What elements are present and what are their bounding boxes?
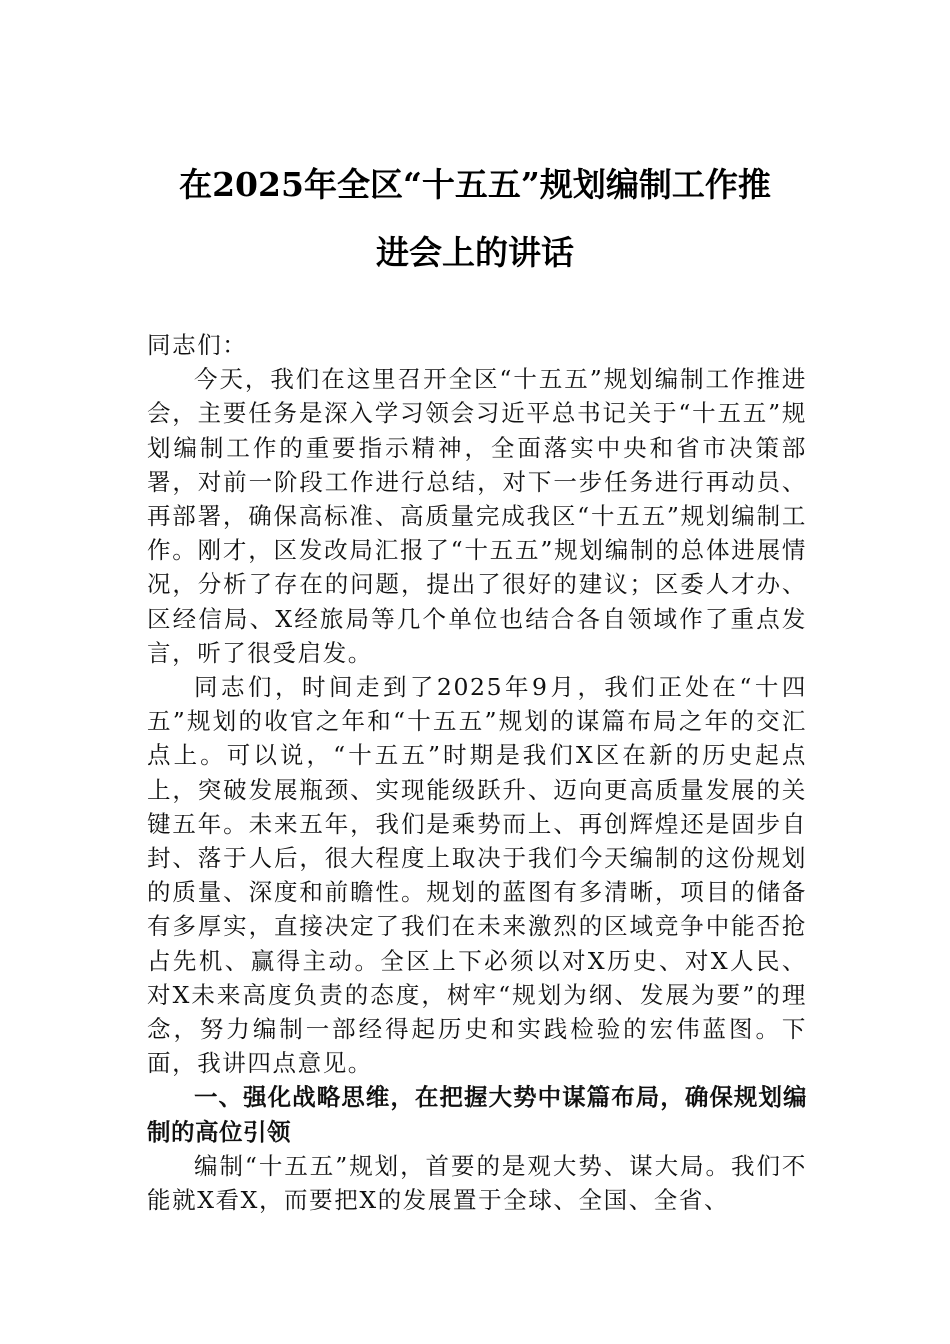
salutation: 同志们： bbox=[147, 331, 248, 359]
document-body bbox=[147, 328, 807, 1217]
paragraph-context: 同志们，时间走到了2025年9月，我们正处在“十四五”规划的收官之年和“十五五”规划的谋篇布局之年的交汇点上。可以说，“十五五”时期是我们X区在新的历史起点上，突破发展瓶颈、实现能级跃升、迈向更高质量发展的关键五年。未来五年，我们是乘势而上、再创辉煌还是固步自封、落于人后，很大程度上取决于我们今天编制的这份规划的质量、深度和前瞻性。规划的蓝图有多清晰，项目的储备有多厚实，直接决定了我们在未来激烈的区域竞争中能否抢占先机、赢得主动。全区上下必须以对X历史、对X人民、对X未来高度负责的态度，树牢“规划为纲、发展为要”的理念，努力编制一部经得起历史和实践检验的宏伟蓝图。下面，我讲四点意见。 bbox=[147, 673, 807, 1078]
title-line-1: 在2025年全区“十五五”规划编制工作推 bbox=[179, 165, 771, 204]
section-heading-1: 一、强化战略思维，在把握大势中谋篇布局，确保规划编制的高位引领 bbox=[147, 1083, 807, 1146]
title-line-2: 进会上的讲话 bbox=[376, 233, 574, 272]
section-paragraph-1: 编制“十五五”规划，首要的是观大势、谋大局。我们不能就X看X，而要把X的发展置于全球、全国、全省、 bbox=[147, 1151, 807, 1215]
document-title bbox=[120, 151, 830, 287]
paragraph-opening: 今天，我们在这里召开全区“十五五”规划编制工作推进会，主要任务是深入学习领会习近平总书记关于“十五五”规划编制工作的重要指示精神，全面落实中央和省市决策部署，对前一阶段工作进行总结，对下一步任务进行再动员、再部署，确保高标准、高质量完成我区“十五五”规划编制工作。刚才，区发改局汇报了“十五五”规划编制的总体进展情况，分析了存在的问题，提出了很好的建议；区委人才办、区经信局、X经旅局等几个单位也结合各自领域作了重点发言，听了很受启发。 bbox=[147, 365, 807, 667]
